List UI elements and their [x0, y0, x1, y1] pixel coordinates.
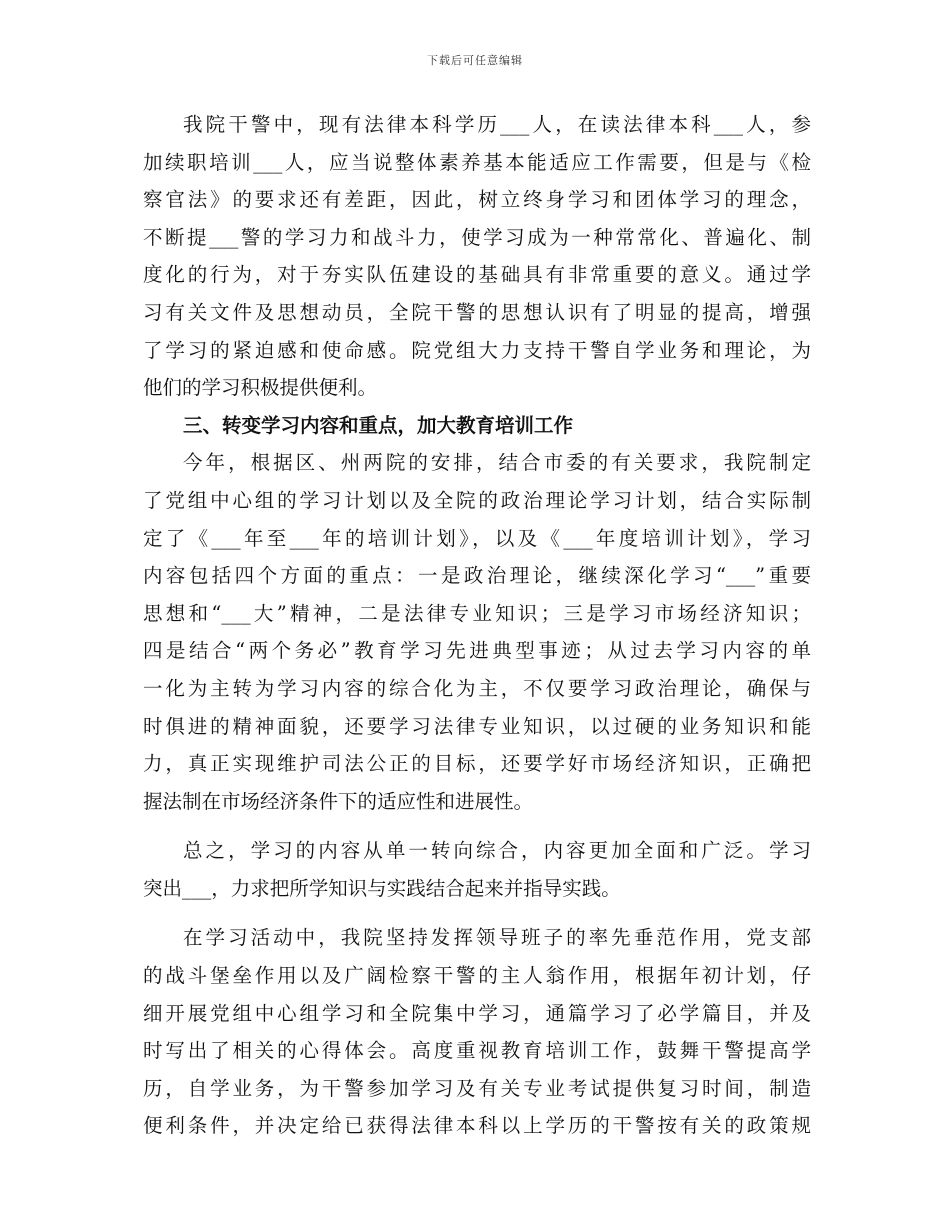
text-line: 握法制在市场经济条件下的适应性和进展性。: [143, 789, 534, 813]
section-heading: 三、转变学习内容和重点，加大教育培训工作: [183, 413, 574, 437]
text-line: 察官法》的要求还有差距，因此，树立终身学习和团体学习的理念，: [143, 188, 811, 212]
text-line: 力，真正实现维护司法公正的目标，还要学好市场经济知识，正确把: [143, 752, 811, 776]
text-line: 总之，学习的内容从单一转向综合，内容更加全面和广泛。学习: [183, 839, 811, 863]
text-line: 在学习活动中，我院坚持发挥领导班子的率先垂范作用，党支部: [183, 926, 811, 950]
paragraph-spacer: [143, 820, 811, 832]
text-line: 他们的学习积极提供便利。: [143, 376, 378, 400]
text-line: 历，自学业务，为干警参加学习及有关专业考试提供复习时间，制造: [143, 1076, 811, 1100]
text-line: 内容包括四个方面的重点：一是政治理论，继续深化学习“___”重要: [143, 564, 811, 588]
text-line: 了党组中心组的学习计划以及全院的政治理论学习计划，结合实际制: [143, 488, 811, 512]
paragraph: [143, 832, 811, 907]
paragraph: [143, 919, 811, 1145]
text-line: 时俱进的精神面貌，还要学习法律专业知识，以过硬的业务知识和能: [143, 714, 811, 738]
paragraph: [143, 444, 811, 820]
text-line: 我院干警中，现有法律本科学历___人，在读法律本科___人，参: [183, 113, 811, 136]
text-line: 细开展党组中心组学习和全院集中学习，通篇学习了必学篇目，并及: [143, 1001, 811, 1025]
text-line: 不断提___警的学习力和战斗力，使学习成为一种常常化、普遍化、制: [143, 225, 811, 249]
paragraph: [143, 106, 811, 407]
body-text: [143, 106, 811, 1145]
text-line: 度化的行为，对于夯实队伍建设的基础具有非常重要的意义。通过学: [143, 263, 811, 287]
text-line: 加续职培训___人，应当说整体素养基本能适应工作需要，但是与《检: [143, 150, 811, 174]
text-line: 突出___，力求把所学知识与实践结合起来并指导实践。: [143, 876, 621, 900]
text-line: 思想和“___大”精神，二是法律专业知识；三是学习市场经济知识；: [143, 601, 811, 625]
text-line: 的战斗堡垒作用以及广阔检察干警的主人翁作用，根据年初计划，仔: [143, 964, 811, 988]
text-line: 四是结合“两个务必”教育学习先进典型事迹；从过去学习内容的单: [143, 639, 811, 663]
paragraph-spacer: [143, 907, 811, 919]
header-note: 下载后可任意编辑: [427, 54, 523, 67]
text-line: 今年，根据区、州两院的安排，结合市委的有关要求，我院制定: [183, 451, 811, 475]
text-line: 习有关文件及思想动员，全院干警的思想认识有了明显的提高，增强: [143, 300, 811, 324]
text-line: 一化为主转为学习内容的综合化为主，不仅要学习政治理论，确保与: [143, 676, 811, 700]
text-line: 时写出了相关的心得体会。高度重视教育培训工作，鼓舞干警提高学: [143, 1039, 811, 1063]
text-line: 了学习的紧迫感和使命感。院党组大力支持干警自学业务和理论，为: [143, 338, 811, 362]
text-line: 定了《___年至___年的培训计划》，以及《___年度培训计划》，学习: [143, 526, 811, 550]
text-line: 便利条件，并决定给已获得法律本科以上学历的干警按有关的政策规: [143, 1114, 811, 1138]
